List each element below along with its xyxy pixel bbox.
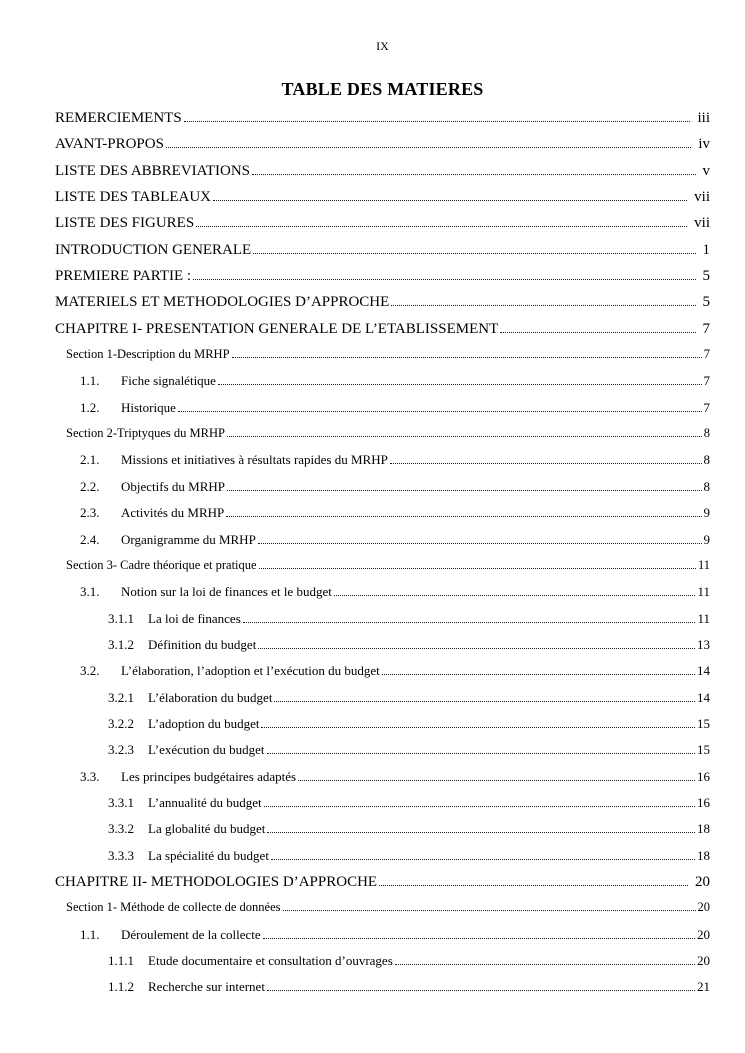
toc-entry bbox=[55, 795, 710, 821]
toc-entry-label: La globalité du budget bbox=[148, 821, 266, 837]
toc-entry-label: L’élaboration, l’adoption et l’exécution du budget bbox=[121, 663, 380, 679]
dot-leader bbox=[334, 595, 696, 596]
toc-entry-number: 3.3.2 bbox=[108, 821, 134, 837]
toc-entry-label: Section 1- Méthode de collecte de données bbox=[66, 900, 281, 915]
dot-leader bbox=[390, 463, 702, 464]
dot-leader bbox=[193, 279, 695, 280]
toc-entry bbox=[55, 979, 710, 1005]
toc-entry-number: 2.2. bbox=[80, 478, 100, 494]
toc-entry bbox=[55, 927, 710, 953]
toc-entry-number: 3.2.1 bbox=[108, 689, 134, 705]
toc-entry-page: 21 bbox=[697, 979, 710, 995]
toc-entry-label: AVANT-PROPOS bbox=[55, 136, 164, 153]
toc-entry bbox=[55, 136, 710, 162]
dot-leader bbox=[252, 174, 695, 175]
toc-entry-label: Organigramme du MRHP bbox=[121, 531, 256, 547]
dot-leader bbox=[267, 753, 696, 754]
toc-entry-label: MATERIELS ET METHODOLOGIES D’APPROCHE bbox=[55, 294, 390, 311]
toc-entry-number: 1.1.2 bbox=[108, 979, 134, 995]
toc-entry-page: 15 bbox=[697, 715, 710, 731]
toc-entry-page: iv bbox=[698, 136, 710, 153]
toc-entry bbox=[55, 532, 710, 558]
toc-entry bbox=[55, 584, 710, 610]
toc-entry-page: 14 bbox=[697, 689, 710, 705]
dot-leader bbox=[232, 357, 702, 358]
toc-entry bbox=[55, 189, 710, 215]
toc-entry bbox=[55, 110, 710, 136]
toc-entry-number: 3.2.3 bbox=[108, 742, 134, 758]
toc-entry-page: 20 bbox=[695, 873, 710, 890]
toc-entry-label: L’annualité du budget bbox=[148, 794, 262, 810]
toc-entry-label: Définition du budget bbox=[148, 636, 257, 652]
toc-entry-page: 20 bbox=[697, 926, 710, 942]
toc-entry-label: Section 1-Description du MRHP bbox=[66, 347, 230, 362]
toc-entry bbox=[55, 821, 710, 847]
dot-leader bbox=[264, 806, 695, 807]
toc-entry-number: 3.2. bbox=[80, 663, 100, 679]
toc-entry-page: 5 bbox=[702, 294, 710, 311]
toc-entry bbox=[55, 426, 710, 452]
toc-entry-number: 2.1. bbox=[80, 452, 100, 468]
dot-leader bbox=[213, 200, 687, 201]
toc-entry-page: 8 bbox=[703, 452, 710, 468]
toc-entry-label: Etude documentaire et consultation d’ouvrages bbox=[148, 953, 393, 968]
toc-entry bbox=[55, 558, 710, 584]
toc-entry-number: 3.3.1 bbox=[108, 794, 134, 810]
toc-entry-label: INTRODUCTION GENERALE bbox=[55, 241, 252, 258]
toc-entry bbox=[55, 321, 710, 347]
toc-entry-label: LISTE DES ABBREVIATIONS bbox=[55, 162, 251, 179]
toc-entry-page: 18 bbox=[697, 821, 710, 837]
page-title: TABLE DES MATIERES bbox=[281, 79, 484, 99]
toc-entry bbox=[55, 690, 710, 716]
toc-entry-page: 5 bbox=[702, 268, 710, 285]
dot-leader bbox=[379, 885, 688, 886]
toc-entry-label: Activités du MRHP bbox=[121, 505, 225, 521]
toc-entry-page: 20 bbox=[697, 953, 710, 968]
dot-leader bbox=[391, 305, 695, 306]
toc-entry-page: vii bbox=[694, 215, 710, 232]
toc-entry-page: 16 bbox=[697, 768, 710, 784]
dot-leader bbox=[298, 780, 695, 781]
toc-entry-page: 11 bbox=[697, 584, 710, 600]
dot-leader bbox=[184, 121, 691, 122]
toc-entry-number: 1.1. bbox=[80, 373, 100, 389]
toc-entry-label: Section 2-Triptyques du MRHP bbox=[66, 426, 225, 441]
toc-entry-label: LISTE DES TABLEAUX bbox=[55, 189, 212, 206]
toc-entry-page: 9 bbox=[703, 531, 710, 547]
toc-entry-number: 3.1. bbox=[80, 584, 100, 600]
dot-leader bbox=[253, 253, 695, 254]
toc-entry bbox=[55, 953, 710, 979]
toc-entry bbox=[55, 874, 710, 900]
toc-entry-label: CHAPITRE I- PRESENTATION GENERALE DE L’ETABLISSEMENT bbox=[55, 320, 499, 337]
toc-entry-number: 1.1. bbox=[80, 926, 100, 942]
dot-leader bbox=[263, 938, 695, 939]
toc-entry-page: 7 bbox=[703, 347, 710, 362]
toc-entry-page: 20 bbox=[697, 900, 710, 915]
toc-entry-page: 14 bbox=[697, 663, 710, 679]
toc-entry-number: 2.4. bbox=[80, 531, 100, 547]
toc-entry-label: CHAPITRE II- METHODOLOGIES D’APPROCHE bbox=[55, 873, 378, 890]
dot-leader bbox=[196, 226, 687, 227]
toc-entry-label: L’exécution du budget bbox=[148, 742, 265, 758]
toc-entry-page: 8 bbox=[703, 478, 710, 494]
toc-entry-page: 11 bbox=[697, 557, 710, 572]
dot-leader bbox=[395, 964, 695, 965]
toc-entry bbox=[55, 294, 710, 320]
toc-entry-label: Objectifs du MRHP bbox=[121, 478, 225, 494]
toc-entry-label: Les principes budgétaires adaptés bbox=[121, 768, 297, 784]
toc-entry-page: 1 bbox=[702, 241, 710, 258]
toc-entry-page: vii bbox=[694, 189, 710, 206]
dot-leader bbox=[259, 568, 696, 569]
dot-leader bbox=[271, 859, 695, 860]
toc-entry-page: iii bbox=[697, 110, 710, 126]
toc-entry-number: 3.1.1 bbox=[108, 610, 134, 626]
dot-leader bbox=[261, 727, 695, 728]
toc-entry-number: 2.3. bbox=[80, 505, 100, 521]
toc-entry-label: L’adoption du budget bbox=[148, 715, 260, 731]
dot-leader bbox=[178, 411, 702, 412]
toc-entry-label: La loi de finances bbox=[148, 610, 241, 626]
toc-entry-number: 1.2. bbox=[80, 399, 100, 415]
toc-entry-label: Déroulement de la collecte bbox=[121, 926, 261, 942]
toc-entry bbox=[55, 373, 710, 399]
toc-entry bbox=[55, 505, 710, 531]
toc-entry-number: 3.3. bbox=[80, 768, 100, 784]
dot-leader bbox=[227, 490, 702, 491]
toc-entry-label: Fiche signalétique bbox=[121, 373, 216, 389]
dot-leader bbox=[258, 543, 702, 544]
toc-entry bbox=[55, 611, 710, 637]
page-number: IX bbox=[376, 39, 389, 53]
toc-entry-page: 15 bbox=[697, 742, 710, 758]
toc-entry bbox=[55, 452, 710, 478]
toc-entry bbox=[55, 268, 710, 294]
toc-entry bbox=[55, 848, 710, 874]
toc-entry-label: Notion sur la loi de finances et le budget bbox=[121, 584, 332, 600]
toc-entry bbox=[55, 663, 710, 689]
toc-entry-label: Recherche sur internet bbox=[148, 979, 265, 995]
toc-entry-page: 7 bbox=[702, 320, 710, 337]
toc-entry bbox=[55, 742, 710, 768]
toc-entry bbox=[55, 400, 710, 426]
toc-entry-page: 16 bbox=[697, 794, 710, 810]
toc-entry-label: L’élaboration du budget bbox=[148, 689, 273, 705]
toc-entry-label: Missions et initiatives à résultats rapides du MRHP bbox=[121, 452, 388, 468]
toc-entry-number: 3.3.3 bbox=[108, 847, 134, 863]
toc-entry bbox=[55, 637, 710, 663]
toc-entry-label: REMERCIEMENTS bbox=[55, 110, 182, 126]
toc-entry-page: 8 bbox=[703, 426, 710, 441]
toc-entry-label: Historique bbox=[121, 399, 176, 415]
toc-entry-label: PREMIERE PARTIE : bbox=[55, 268, 192, 285]
toc-entry-page: 7 bbox=[703, 399, 710, 415]
dot-leader bbox=[227, 436, 702, 437]
toc-entry-number: 3.1.2 bbox=[108, 636, 134, 652]
toc-entry bbox=[55, 769, 710, 795]
dot-leader bbox=[382, 674, 695, 675]
dot-leader bbox=[267, 990, 695, 991]
toc-entry bbox=[55, 242, 710, 268]
toc-entry bbox=[55, 900, 710, 926]
toc-entry-number: 1.1.1 bbox=[108, 953, 134, 968]
toc-entry-page: 11 bbox=[697, 610, 710, 626]
dot-leader bbox=[226, 516, 701, 517]
toc-entry bbox=[55, 716, 710, 742]
toc-entry-page: 13 bbox=[697, 636, 710, 652]
toc-entry bbox=[55, 163, 710, 189]
toc-entry-page: 18 bbox=[697, 847, 710, 863]
toc-entry-page: 9 bbox=[703, 505, 710, 521]
dot-leader bbox=[283, 910, 696, 911]
toc-entry-label: LISTE DES FIGURES bbox=[55, 215, 195, 232]
dot-leader bbox=[243, 622, 696, 623]
toc-entry-number: 3.2.2 bbox=[108, 715, 134, 731]
dot-leader bbox=[500, 332, 695, 333]
toc-entry-label: La spécialité du budget bbox=[148, 847, 269, 863]
toc-entry bbox=[55, 347, 710, 373]
dot-leader bbox=[258, 648, 695, 649]
toc-entry-page: 7 bbox=[703, 373, 710, 389]
dot-leader bbox=[274, 701, 695, 702]
toc-entry-page: v bbox=[702, 162, 710, 179]
dot-leader bbox=[166, 147, 691, 148]
toc-entry bbox=[55, 215, 710, 241]
toc-entry bbox=[55, 479, 710, 505]
toc-entry-label: Section 3- Cadre théorique et pratique bbox=[66, 557, 257, 572]
dot-leader bbox=[267, 832, 695, 833]
toc-list bbox=[55, 110, 710, 1006]
dot-leader bbox=[218, 384, 702, 385]
